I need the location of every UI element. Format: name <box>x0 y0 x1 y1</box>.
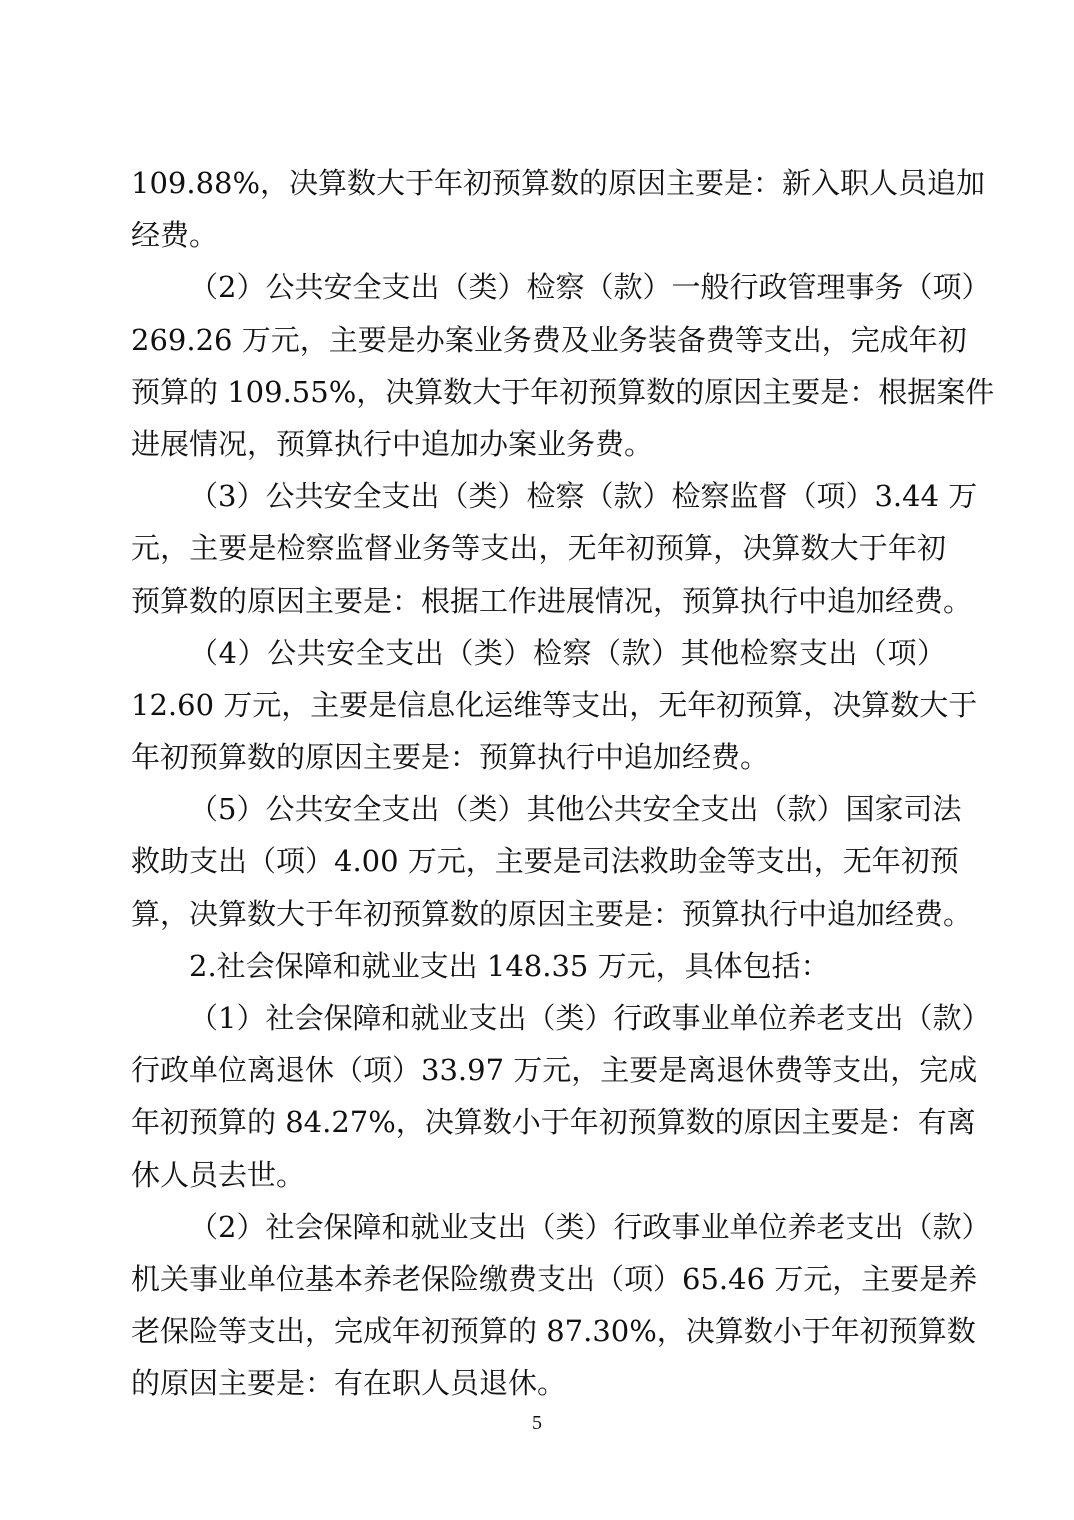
text-line: 行政单位离退休（项）33.97 万元，主要是离退休费等支出，完成 <box>131 1053 978 1088</box>
text-line: 109.88%，决算数大于年初预算数的原因主要是：新入职人员追加 <box>131 166 986 200</box>
text-line: 算，决算数大于年初预算数的原因主要是：预算执行中追加经费。 <box>131 896 973 931</box>
text-line: （4）公共安全支出（类）检察（款）其他检察支出（项） <box>189 635 946 670</box>
text-line: （2）公共安全支出（类）检察（款）一般行政管理事务（项） <box>189 270 991 305</box>
text-line: （2）社会保障和就业支出（类）行政事业单位养老支出（款） <box>189 1209 991 1244</box>
text-line: 年初预算的 84.27%，决算数小于年初预算数的原因主要是：有离 <box>131 1105 976 1140</box>
text-line: 进展情况，预算执行中追加办案业务费。 <box>131 426 654 461</box>
body-text <box>131 157 995 1410</box>
text-line: 的原因主要是：有在职人员退休。 <box>131 1366 567 1401</box>
text-line: （5）公共安全支出（类）其他公共安全支出（款）国家司法 <box>189 792 962 827</box>
text-line: 2.社会保障和就业支出 148.35 万元，具体包括： <box>189 948 830 983</box>
text-line: 老保险等支出，完成年初预算的 87.30%，决算数小于年初预算数 <box>131 1314 976 1349</box>
page-number: 5 <box>532 1412 542 1434</box>
text-line: 元，主要是检察监督业务等支出，无年初预算，决算数大于年初 <box>131 531 946 566</box>
text-line: 年初预算数的原因主要是：预算执行中追加经费。 <box>131 740 770 775</box>
text-line: 预算的 109.55%，决算数大于年初预算数的原因主要是：根据案件 <box>131 374 995 409</box>
text-line: 经费。 <box>131 218 219 253</box>
text-line: 救助支出（项）4.00 万元，主要是司法救助金等支出，无年初预 <box>131 844 959 879</box>
text-line: 机关事业单位基本养老保险缴费支出（项）65.46 万元，主要是养 <box>131 1261 978 1296</box>
text-line: （1）社会保障和就业支出（类）行政事业单位养老支出（款） <box>189 1001 991 1035</box>
text-line: 12.60 万元，主要是信息化运维等支出，无年初预算，决算数大于 <box>131 687 978 722</box>
text-line: 269.26 万元，主要是办案业务费及业务装备费等支出，完成年初 <box>131 322 967 357</box>
text-line: 预算数的原因主要是：根据工作进展情况，预算执行中追加经费。 <box>131 583 973 618</box>
text-line: 休人员去世。 <box>131 1157 306 1192</box>
text-line: （3）公共安全支出（类）检察（款）检察监督（项）3.44 万 <box>189 479 978 514</box>
